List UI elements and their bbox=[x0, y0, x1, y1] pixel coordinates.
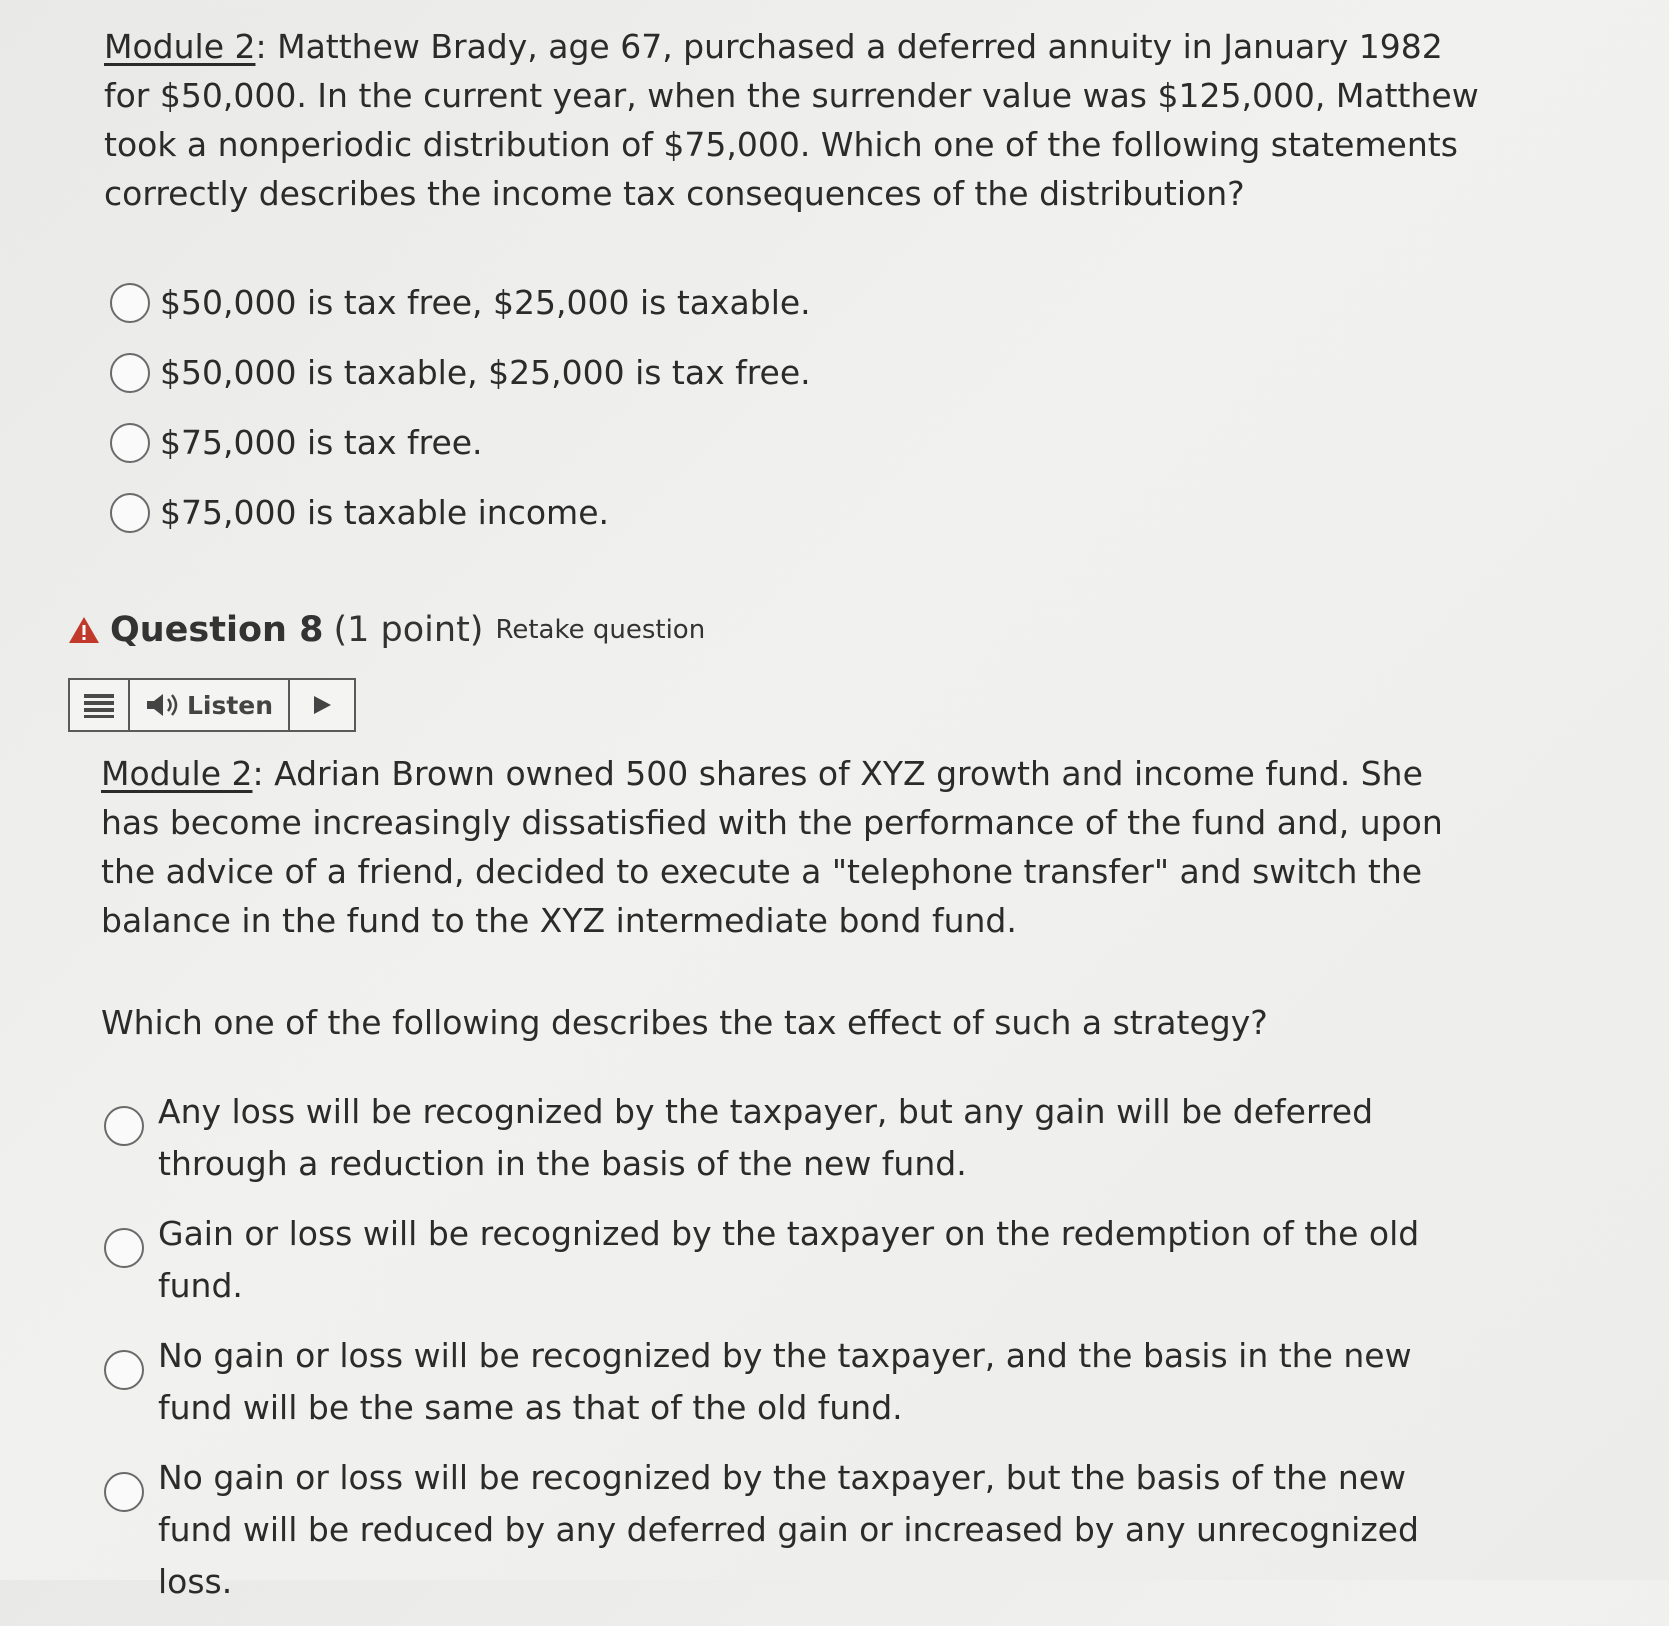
answer-option[interactable] bbox=[110, 338, 1510, 408]
question-8-options bbox=[104, 1086, 1504, 1626]
answer-option-label: $75,000 is taxable income. bbox=[160, 493, 609, 532]
answer-option[interactable] bbox=[110, 478, 1510, 548]
answer-option-label: No gain or loss will be recognized by the taxpayer, and the basis in the new fund will be the same as that of the old fund. bbox=[158, 1336, 1412, 1427]
answer-option[interactable] bbox=[104, 1208, 1504, 1312]
menu-icon bbox=[84, 692, 114, 718]
question-8-stem bbox=[101, 749, 1481, 945]
listen-toolbar bbox=[68, 678, 356, 732]
radio-button[interactable] bbox=[104, 1106, 144, 1146]
play-button[interactable] bbox=[290, 680, 354, 730]
question-prompt: Which one of the following describes the tax effect of such a strategy? bbox=[101, 1003, 1268, 1042]
warning-icon bbox=[68, 615, 100, 645]
radio-button[interactable] bbox=[104, 1472, 144, 1512]
question-points: (1 point) bbox=[333, 610, 484, 650]
module-tag: Module 2 bbox=[101, 754, 253, 793]
radio-button[interactable] bbox=[104, 1350, 144, 1390]
menu-button[interactable] bbox=[70, 680, 130, 730]
answer-option-label: $75,000 is tax free. bbox=[160, 423, 483, 462]
answer-option-label: Any loss will be recognized by the taxpayer, but any gain will be deferred through a reduction in the basis of the new fund. bbox=[158, 1092, 1374, 1183]
question-7-text: : Matthew Brady, age 67, purchased a deferred annuity in January 1982 for $50,000. In the current year, when the surrender value was $125,000, Matthew took a nonperiodic distribution of $75,000. Which one of the following statements correctly describes the income tax consequences of the distribution? bbox=[104, 27, 1479, 213]
retake-question-link[interactable]: Retake question bbox=[495, 615, 706, 645]
answer-option[interactable] bbox=[104, 1452, 1504, 1608]
question-8-text: : Adrian Brown owned 500 shares of XYZ growth and income fund. She has become increasingly dissatisfied with the performance of the fund and, upon the advice of a friend, decided to execute a "telephone transfer" and switch the balance in the fund to the XYZ intermediate bond fund. bbox=[101, 754, 1443, 940]
question-7-stem bbox=[104, 22, 1484, 218]
answer-option-label: No gain or loss will be recognized by the taxpayer, but the basis of the new fund will be reduced by any deferred gain or increased by any unrecognized loss. bbox=[158, 1458, 1419, 1601]
listen-label: Listen bbox=[186, 690, 274, 720]
answer-option-label: Gain or loss will be recognized by the taxpayer on the redemption of the old fund. bbox=[158, 1214, 1420, 1305]
answer-option-label: $50,000 is taxable, $25,000 is tax free. bbox=[160, 353, 811, 392]
radio-button[interactable] bbox=[110, 493, 150, 533]
answer-option[interactable] bbox=[104, 1086, 1504, 1190]
answer-option[interactable] bbox=[110, 268, 1510, 338]
radio-button[interactable] bbox=[110, 353, 150, 393]
answer-option-label: $50,000 is tax free, $25,000 is taxable. bbox=[160, 283, 811, 322]
question-7-options bbox=[110, 268, 1510, 548]
radio-button[interactable] bbox=[110, 423, 150, 463]
speaker-icon bbox=[145, 691, 181, 719]
question-title: Question 8 bbox=[110, 610, 324, 650]
listen-button[interactable] bbox=[130, 680, 290, 730]
answer-option[interactable] bbox=[110, 408, 1510, 478]
answer-option[interactable] bbox=[104, 1330, 1504, 1434]
radio-button[interactable] bbox=[104, 1228, 144, 1268]
radio-button[interactable] bbox=[110, 283, 150, 323]
module-tag: Module 2 bbox=[104, 27, 256, 66]
play-icon bbox=[311, 694, 333, 716]
question-8-header bbox=[68, 610, 705, 650]
question-8-prompt bbox=[101, 998, 1481, 1047]
